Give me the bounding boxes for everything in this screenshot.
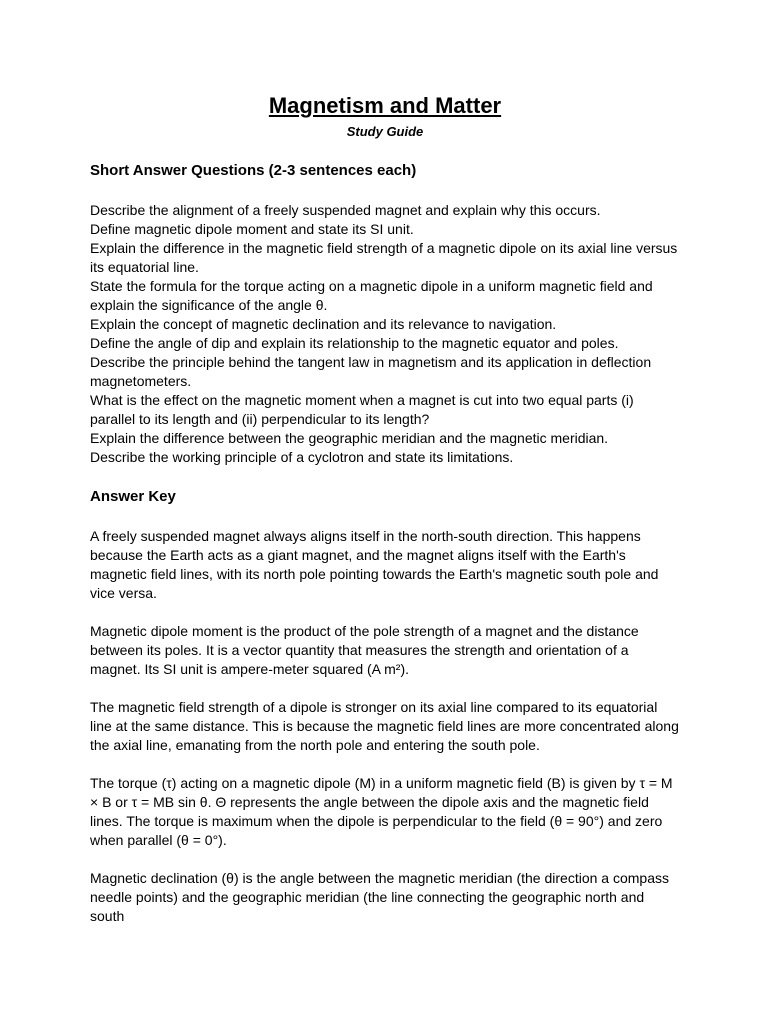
question-item: Define magnetic dipole moment and state its SI unit. (90, 221, 414, 237)
answer-paragraph: The magnetic field strength of a dipole is stronger on its axial line compared to its equatorial line at the same distance. This is because the magnetic field lines are more concentrated along the axial line, emanating from the north pole and entering the south pole. (90, 699, 679, 753)
question-item: Describe the working principle of a cyclotron and state its limitations. (90, 449, 514, 465)
question-item: Describe the principle behind the tangent law in magnetism and its application in deflection magnetometers. (90, 354, 652, 389)
question-item: Explain the concept of magnetic declination and its relevance to navigation. (90, 316, 557, 332)
question-item: Explain the difference between the geographic meridian and the magnetic meridian. (90, 430, 609, 446)
answer-paragraph: Magnetic dipole moment is the product of the pole strength of a magnet and the distance between its poles. It is a vector quantity that measures the strength and orientation of a magnet. Its SI unit is ampere-meter squared (A m²). (90, 623, 639, 677)
question-list (90, 201, 680, 467)
question-item: What is the effect on the magnetic moment when a magnet is cut into two equal parts (i) parallel to its length and (ii) perpendicular to its length? (90, 392, 634, 427)
answer-key-heading: Answer Key (90, 488, 176, 505)
question-item: Describe the alignment of a freely suspended magnet and explain why this occurs. (90, 202, 601, 218)
question-item: State the formula for the torque acting on a magnetic dipole in a uniform magnetic field and explain the significance of the angle θ. (90, 278, 653, 313)
answer-paragraph: A freely suspended magnet always aligns itself in the north-south direction. This happens because the Earth acts as a giant magnet, and the magnet aligns itself with the Earth's magnetic field lines, with its north pole pointing towards the Earth's magnetic south pole and vice versa. (90, 528, 659, 601)
question-item: Define the angle of dip and explain its relationship to the magnetic equator and poles. (90, 335, 619, 351)
document-title: Magnetism and Matter (268, 93, 502, 118)
document-subtitle: Study Guide (346, 124, 424, 139)
answer-paragraph: Magnetic declination (θ) is the angle between the magnetic meridian (the direction a compass needle points) and the geographic meridian (the line connecting the geographic north and south (90, 870, 669, 924)
answer-paragraph: The torque (τ) acting on a magnetic dipole (M) in a uniform magnetic field (B) is given by τ = M × B or τ = MB sin θ. Θ represents the angle between the dipole axis and the magnetic field lines. The torque is maximum when the dipole is perpendicular to the field (θ = 90°) and zero when parallel (θ = 0°). (90, 775, 673, 848)
questions-heading: Short Answer Questions (2-3 sentences each) (90, 162, 417, 179)
question-item: Explain the difference in the magnetic field strength of a magnetic dipole on its axial line versus its equatorial line. (90, 240, 678, 275)
answer-list (90, 527, 680, 926)
document-content (90, 92, 680, 945)
